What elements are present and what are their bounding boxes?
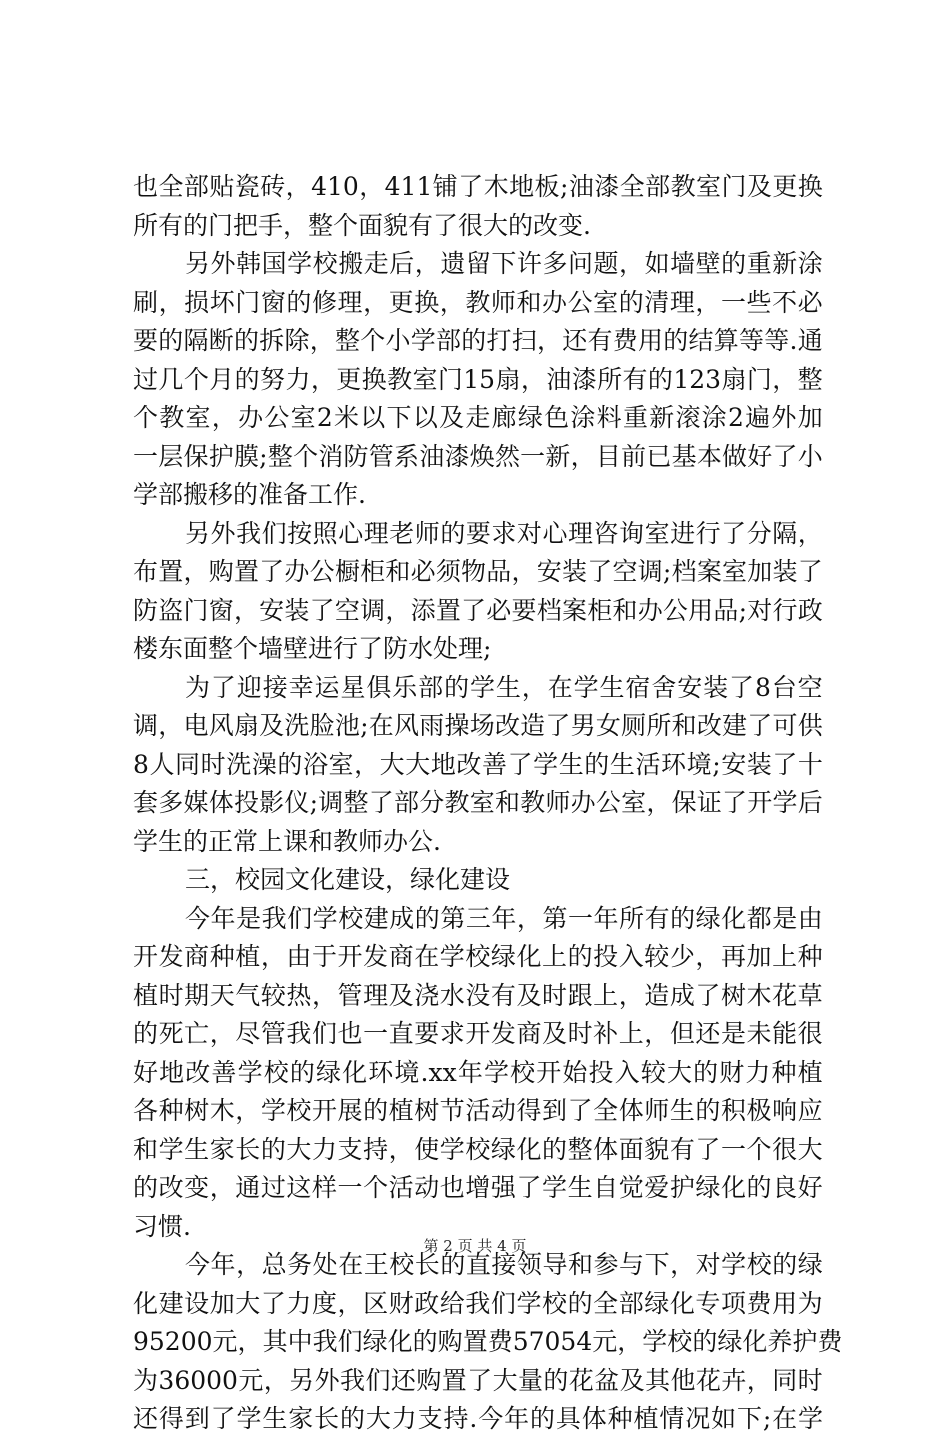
text-line: 和 学 生 家 长 的 大 力 支 持 ， 使 学 校 绿 化 的 整 体 面 貌 有 了 一 个 很 大 — [133, 1134, 823, 1164]
text-line: 所有的门把手，整个面貌有了很大的改变. — [133, 210, 591, 240]
text-line: 各 种 树 木 ， 学 校 开 展 的 植 树 节 活 动 得 到 了 全 体 师 生 的 积 极 响 应 — [133, 1096, 823, 1125]
text-line: 习惯. — [133, 1211, 191, 1241]
text-line: 今 年 ， 总 务 处 在 王 校 长 的 直 接 领 导 和 参 与 下 ， 对 学 校 的 绿 — [185, 1250, 823, 1279]
text-line: 套 多 媒 体 投 影 仪 ; 调 整 了 部 分 教 室 和 教 师 办 公 室 ， 保 证 了 开 学 后 — [133, 788, 823, 817]
text-line: 楼东面整个墙壁进行了防水处理; — [133, 634, 492, 663]
text-line: 为 了 迎 接 幸 运 星 俱 乐 部 的 学 生 ， 在 学 生 宿 舍 安 装 了 8 台 空 — [185, 672, 823, 702]
text-line: 学部搬移的准备工作. — [133, 480, 366, 509]
text-line: 另 外 韩 国 学 校 搬 走 后 ， 遗 留 下 许 多 问 题 ， 如 墙 壁 的 重 新 涂 — [185, 249, 823, 278]
text-line: 要 的 隔 断 的 拆 除 ， 整 个 小 学 部 的 打 扫 ， 还 有 费 用 的 结 算 等 等 . 通 — [133, 326, 823, 355]
text-line: 一 层 保 护 膜 ; 整 个 消 防 管 系 油 漆 焕 然 一 新 ， 目 前 已 基 本 做 好 了 小 — [133, 441, 823, 471]
text-line: 的 改 变 ， 通 过 这 样 一 个 活 动 也 增 强 了 学 生 自 觉 爱 护 绿 化 的 良 好 — [133, 1173, 823, 1202]
text-line: 调 ， 电 风 扇 及 洗 脸 池 ; 在 风 雨 操 场 改 造 了 男 女 厕 所 和 改 建 了 可 供 — [133, 711, 823, 740]
text-line: 8 人 同 时 洗 澡 的 浴 室 ， 大 大 地 改 善 了 学 生 的 生 活 环 境 ; 安 装 了 十 — [133, 749, 823, 779]
text-line: 为 36000 元 ， 另 外 我 们 还 购 置 了 大 量 的 花 盆 及 其 他 花 卉 ， 同 时 — [133, 1365, 823, 1395]
text-line: 化 建 设 加 大 了 力 度 ， 区 财 政 给 我 们 学 校 的 全 部 绿 化 专 项 费 用 为 — [133, 1288, 823, 1318]
text-line: 植 时 期 天 气 较 热 ， 管 理 及 浇 水 没 有 及 时 跟 上 ， 造 成 了 树 木 花 草 — [133, 980, 823, 1010]
text-line: 今 年 是 我 们 学 校 建 成 的 第 三 年 ， 第 一 年 所 有 的 绿 化 都 是 由 — [185, 903, 823, 933]
text-line: 的 死 亡 ， 尽 管 我 们 也 一 直 要 求 开 发 商 及 时 补 上 ， 但 还 是 未 能 很 — [133, 1019, 823, 1048]
text-line: 刷 ， 损 坏 门 窗 的 修 理 ， 更 换 ， 教 师 和 办 公 室 的 清 理 ， 一 些 不 必 — [133, 287, 823, 317]
text-line: 防 盗 门 窗 ， 安 装 了 空 调 ， 添 置 了 必 要 档 案 柜 和 办 公 用 品 ; 对 行 政 — [133, 595, 823, 625]
text-line: 开 发 商 种 植 ， 由 于 开 发 商 在 学 校 绿 化 上 的 投 入 较 少 ， 再 加 上 种 — [133, 942, 823, 971]
text-line: 过 几 个 月 的 努 力 ， 更 换 教 室 门 15 扇 ， 油 漆 所 有 的 123 扇 门 ， 整 — [133, 364, 823, 394]
text-line: 布 置 ， 购 置 了 办 公 橱 柜 和 必 须 物 品 ， 安 装 了 空 调 ; 档 案 室 加 装 了 — [133, 557, 823, 586]
text-line: 三，校园文化建设，绿化建设 — [185, 865, 511, 894]
text-line: 好 地 改 善 学 校 的 绿 化 环 境 .xx 年 学 校 开 始 投 入 较 大 的 财 力 种 植 — [133, 1057, 823, 1087]
text-line: 还 得 到 了 学 生 家 长 的 大 力 支 持 . 今 年 的 具 体 种 植 情 况 如 下 ; 在 学 — [133, 1404, 823, 1433]
text-line: 学生的正常上课和教师办公. — [133, 826, 441, 856]
text-line: 也 全 部 贴 瓷 砖 ， 410 ， 411 铺 了 木 地 板 ; 油 漆 全 部 教 室 门 及 更 换 — [133, 172, 823, 201]
page-footer: 第 2 页 共 4 页 — [423, 1237, 527, 1255]
text-line: 95200 元 ， 其 中 我 们 绿 化 的 购 置 费 57054 元 ， 学 校 的 绿 化 养 护 费 — [133, 1327, 843, 1356]
text-line: 个 教 室 ， 办 公 室 2 米 以 下 以 及 走 廊 绿 色 涂 料 重 新 滚 涂 2 遍 外 加 — [133, 403, 823, 432]
text-line: 另 外 我 们 按 照 心 理 老 师 的 要 求 对 心 理 咨 询 室 进 行 了 分 隔 ， — [185, 518, 823, 548]
